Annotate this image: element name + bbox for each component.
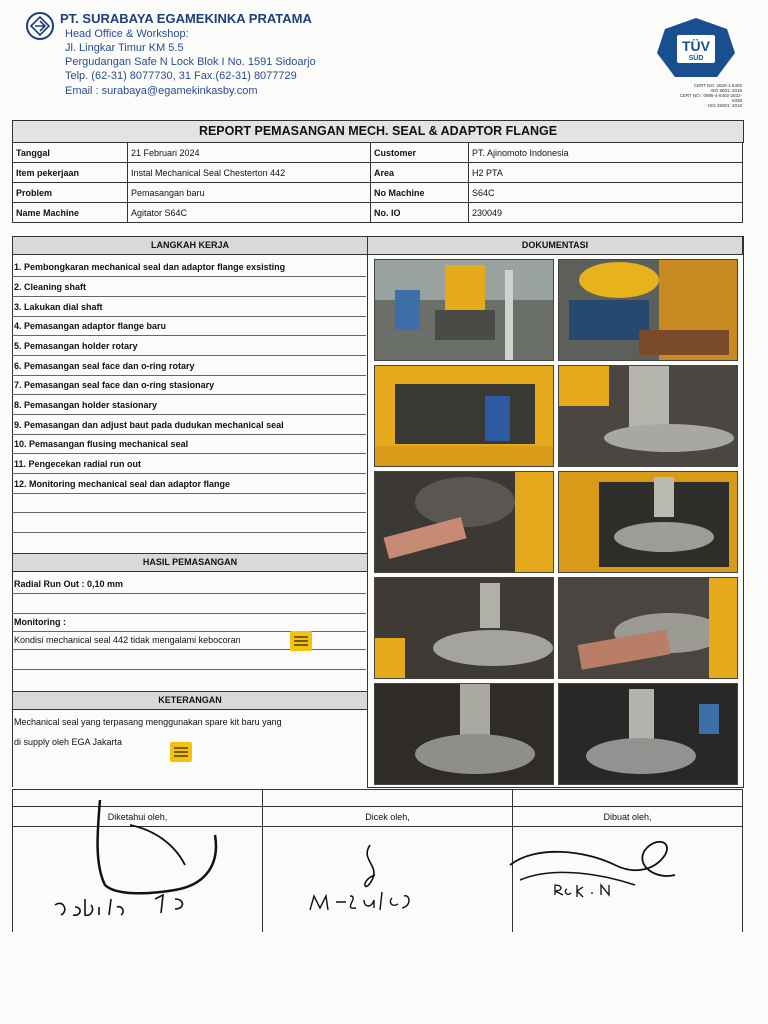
- table-row: [13, 183, 743, 203]
- value-cell: Agitator S64C: [128, 203, 371, 223]
- diketahui-label: Diketahui oleh,: [13, 807, 263, 827]
- report-title: REPORT PEMASANGAN MECH. SEAL & ADAPTOR FLANGE: [12, 120, 744, 143]
- badge-text: TÜV: [682, 38, 710, 54]
- tuv-badge-icon: [655, 17, 737, 81]
- empty-cell: [513, 790, 743, 807]
- signature-dicek: [300, 840, 430, 920]
- cert-line: ISO 9001: 2015: [710, 88, 742, 93]
- list-item: 6. Pemasangan seal face dan o-ring rotary: [12, 357, 366, 376]
- table-row: [13, 203, 743, 223]
- label-cell: No Machine: [371, 183, 469, 203]
- value-cell: 21 Februari 2024: [128, 143, 371, 163]
- empty-row: [12, 595, 366, 614]
- empty-row: [12, 514, 366, 533]
- list-item: 5. Pemasangan holder rotary: [12, 337, 366, 356]
- phone-line: Telp. (62-31) 8077730, 31 Fax.(62-31) 8077729: [65, 70, 297, 82]
- hasil-pemasangan-header: HASIL PEMASANGAN: [12, 553, 368, 572]
- steps-list: [12, 258, 366, 553]
- label-cell: Problem: [13, 183, 128, 203]
- documentation-photo: [558, 683, 738, 785]
- keterangan-header: KETERANGAN: [12, 691, 368, 710]
- empty-cell: [263, 790, 513, 807]
- radial-runout: Radial Run Out : 0,10 mm: [12, 575, 366, 594]
- monitoring-label: Monitoring :: [12, 613, 366, 632]
- label-cell: No. IO: [371, 203, 469, 223]
- sticky-note-icon[interactable]: [170, 742, 192, 762]
- documentation-photo: [558, 471, 738, 573]
- empty-row: [12, 534, 366, 553]
- info-table: [12, 142, 743, 223]
- documentation-photo: [558, 259, 738, 361]
- email-line: Email : surabaya@egamekinkasby.com: [65, 85, 258, 97]
- keterangan-line: di supply oleh EGA Jakarta: [14, 737, 123, 747]
- company-name: PT. SURABAYA EGAMEKINKA PRATAMA: [60, 11, 312, 26]
- label-cell: Item pekerjaan: [13, 163, 128, 183]
- value-cell: 230049: [469, 203, 743, 223]
- list-item: 11. Pengecekan radial run out: [12, 455, 366, 474]
- address-line: Jl. Lingkar Timur KM 5.5: [65, 42, 184, 54]
- list-item: 10. Pemasangan flusing mechanical seal: [12, 435, 366, 454]
- label-cell: Area: [371, 163, 469, 183]
- value-cell: PT. Ajinomoto Indonesia: [469, 143, 743, 163]
- cert-line: ISO 45001: 2018: [707, 103, 742, 108]
- cert-line: CERT NO.: 0995-4-6402-2022-6338: [679, 93, 742, 103]
- list-item: 9. Pemasangan dan adjust baut pada dudukan mechanical seal: [12, 416, 366, 435]
- address-line: Head Office & Workshop:: [65, 28, 189, 40]
- table-row: [13, 143, 743, 163]
- empty-row: [12, 651, 366, 670]
- cert-line: CERT NO. 2820-1-6402: [693, 83, 742, 88]
- badge-sub: SÜD: [688, 55, 704, 62]
- list-item: 8. Pemasangan holder stasionary: [12, 396, 366, 415]
- keterangan-line: Mechanical seal yang terpasang menggunakan spare kit baru yang: [14, 717, 282, 727]
- label-cell: Customer: [371, 143, 469, 163]
- table-row: [13, 163, 743, 183]
- signature-dibuat: [505, 835, 685, 910]
- documentation-photo: [374, 471, 554, 573]
- company-logo-icon: [25, 11, 55, 41]
- address-line: Pergudangan Safe N Lock Blok I No. 1591 Sidoarjo: [65, 56, 316, 68]
- documentation-photo: [374, 683, 554, 785]
- list-item: 12. Monitoring mechanical seal dan adaptor flange: [12, 475, 366, 494]
- value-cell: H2 PTA: [469, 163, 743, 183]
- certificate-lines: [672, 83, 742, 108]
- list-item: 2. Cleaning shaft: [12, 278, 366, 297]
- documentation-photo: [374, 577, 554, 679]
- documentation-photo: [374, 365, 554, 467]
- langkah-kerja-header: LANGKAH KERJA: [12, 236, 368, 255]
- empty-row: [12, 671, 366, 690]
- value-cell: Instal Mechanical Seal Chesterton 442: [128, 163, 371, 183]
- documentation-photo: [558, 365, 738, 467]
- label-cell: Name Machine: [13, 203, 128, 223]
- signature-diketahui: [35, 795, 225, 925]
- documentation-photo: [558, 577, 738, 679]
- dokumentasi-header: DOKUMENTASI: [367, 236, 743, 255]
- monitoring-text: Kondisi mechanical seal 442 tidak mengalami kebocoran: [12, 631, 366, 650]
- list-item: 4. Pemasangan adaptor flange baru: [12, 317, 366, 336]
- hasil-section: [12, 575, 366, 690]
- empty-row: [12, 494, 366, 513]
- value-cell: S64C: [469, 183, 743, 203]
- dicek-label: Dicek oleh,: [263, 807, 513, 827]
- list-item: 3. Lakukan dial shaft: [12, 298, 366, 317]
- dibuat-label: Dibuat oleh,: [513, 807, 743, 827]
- value-cell: Pemasangan baru: [128, 183, 371, 203]
- list-item: 7. Pemasangan seal face dan o-ring stasionary: [12, 376, 366, 395]
- label-cell: Tanggal: [13, 143, 128, 163]
- sticky-note-icon[interactable]: [290, 631, 312, 651]
- list-item: 1. Pembongkaran mechanical seal dan adaptor flange exsisting: [12, 258, 366, 277]
- documentation-photo: [374, 259, 554, 361]
